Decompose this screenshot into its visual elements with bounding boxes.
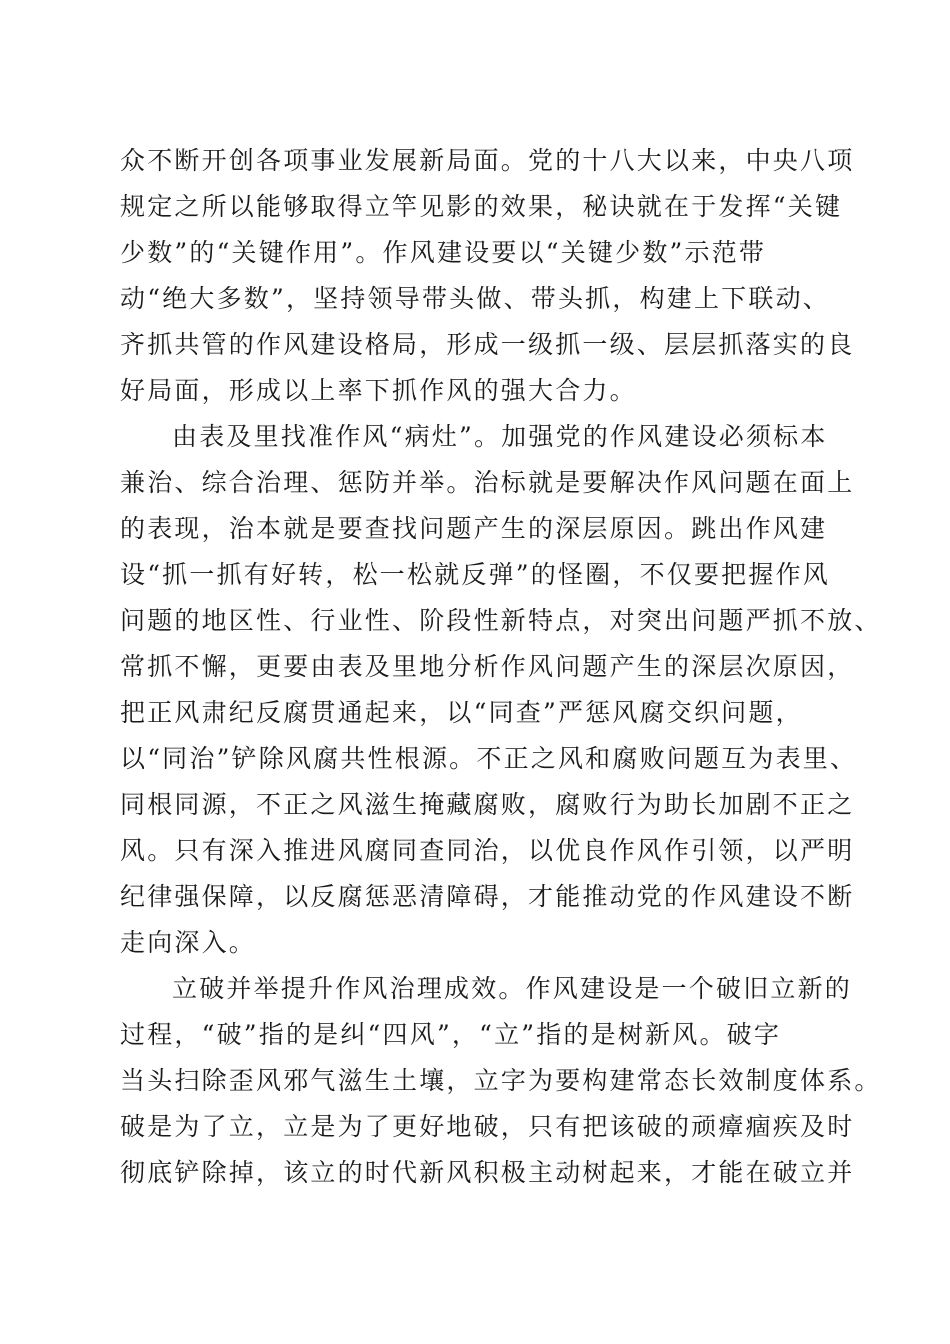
text-line: 风。只有深入推进风腐同查同治，以优良作风作引领，以严明 [120, 836, 855, 865]
text-line: 走向深入。 [120, 928, 257, 957]
text-line: 兼治、综合治理、惩防并举。治标就是要解决作风问题在面上 [120, 468, 855, 497]
text-line: 问题的地区性、行业性、阶段性新特点，对突出问题严抓不放、 [120, 606, 882, 635]
text-line: 齐抓共管的作风建设格局，形成一级抓一级、层层抓落实的良 [120, 330, 855, 359]
text-line: 的表现，治本就是要查找问题产生的深层原因。跳出作风建 [120, 514, 828, 543]
text-line: 彻底铲除掉，该立的时代新风积极主动树起来，才能在破立并 [120, 1158, 855, 1187]
text-line: 由表及里找准作风“病灶”。加强党的作风建设必须标本 [172, 422, 828, 451]
text-line: 过程，“破”指的是纠“四风”，“立”指的是树新风。破字 [120, 1020, 782, 1049]
text-line: 以“同治”铲除风腐共性根源。不正之风和腐败问题互为表里、 [120, 744, 858, 773]
paragraph-1 [120, 138, 855, 414]
text-line: 设“抓一抓有好转，松一松就反弹”的怪圈，不仅要把握作风 [120, 560, 830, 589]
article-body [120, 138, 882, 1196]
text-line: 纪律强保障，以反腐惩恶清障碍，才能推动党的作风建设不断 [120, 882, 855, 911]
text-line: 常抓不懈，更要由表及里地分析作风问题产生的深层次原因， [120, 652, 855, 681]
text-line: 动“绝大多数”，坚持领导带头做、带头抓，构建上下联动、 [120, 284, 830, 313]
text-line: 众不断开创各项事业发展新局面。党的十八大以来，中央八项 [120, 146, 855, 175]
text-line: 规定之所以能够取得立竿见影的效果，秘诀就在于发挥“关键 [120, 192, 843, 221]
text-line: 立破并举提升作风治理成效。作风建设是一个破旧立新的 [172, 974, 853, 1003]
text-line: 少数”的“关键作用”。作风建设要以“关键少数”示范带 [120, 238, 767, 267]
text-line: 把正风肃纪反腐贯通起来，以“同查”严惩风腐交织问题， [120, 698, 803, 727]
text-line: 好局面，形成以上率下抓作风的强大合力。 [120, 376, 637, 405]
text-line: 同根同源，不正之风滋生掩藏腐败，腐败行为助长加剧不正之 [120, 790, 855, 819]
text-line: 破是为了立，立是为了更好地破，只有把该破的顽瘴痼疾及时 [120, 1112, 855, 1141]
paragraph-2 [120, 414, 882, 966]
paragraph-3 [120, 966, 882, 1196]
text-line: 当头扫除歪风邪气滋生土壤，立字为要构建常态长效制度体系。 [120, 1066, 882, 1095]
